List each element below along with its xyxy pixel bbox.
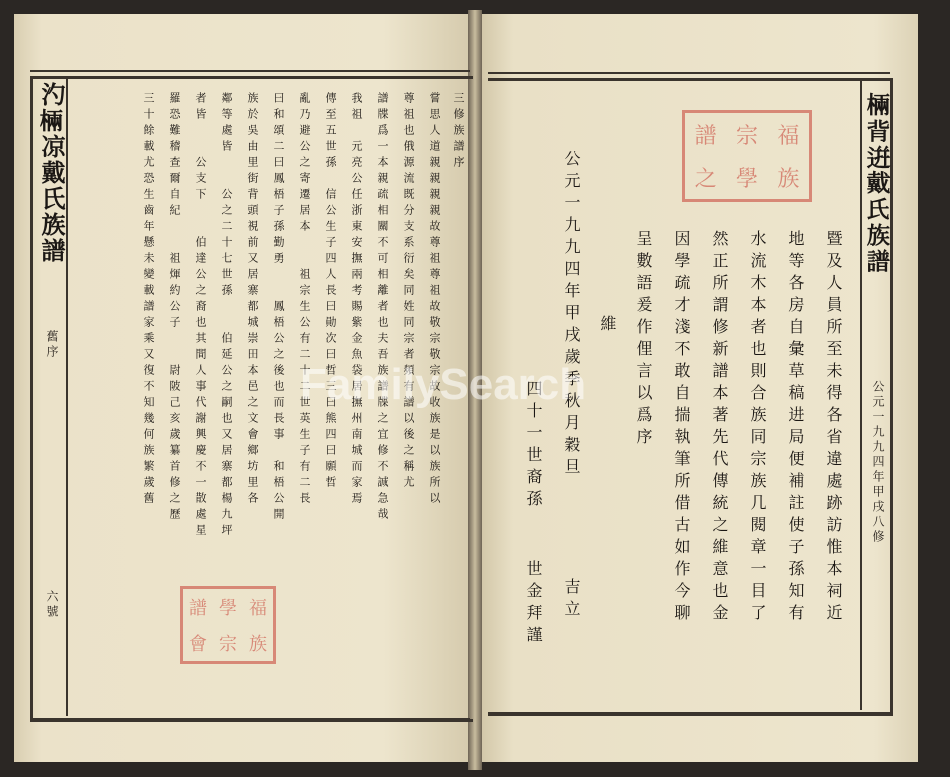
left-col-6: 傳至五世孫 信公生子四人長曰勛次曰哲三曰熊四曰願哲 xyxy=(324,92,337,492)
left-col-5: 我祖 元亮公任浙東安撫兩考賜紫金魚袋居撫州南城而家焉 xyxy=(350,92,363,508)
right-side-label: 公元一九九四年甲戌八修 xyxy=(871,380,885,545)
right-col-6: 呈數語爰作俚言以爲序 xyxy=(634,230,653,450)
left-col-1: 三修族譜序 xyxy=(452,92,465,172)
familysearch-watermark: FamilySearch xyxy=(300,360,587,409)
seal-char: 譜 xyxy=(189,598,207,619)
left-col-4: 譜牒爲一本親疏相關不可相離者也夫吾族譜牒之宜修不誠急哉 xyxy=(376,92,389,524)
library-seal-top xyxy=(682,110,812,202)
left-page-number: 六號 xyxy=(45,590,59,620)
left-col-10: 鄰等處皆 公之二十七世孫 伯延公之嗣也又居寨都楊九坪 xyxy=(220,92,233,540)
left-top-rule xyxy=(30,70,470,72)
right-generation: 四十一世裔孫 xyxy=(524,380,543,512)
right-col-3: 水流木本者也則合族同宗族几閱章一目了 xyxy=(748,230,767,626)
right-band-title: 𣓈背逬戴氏族譜 xyxy=(864,92,893,274)
right-auspicious: 吉立 xyxy=(562,578,581,622)
right-wei: 維 xyxy=(598,315,617,337)
left-col-3: 尊祖也俄源流既分支系衍矣同姓同宗者頻有譜以後之稱尤 xyxy=(402,92,415,492)
left-col-9: 族於吳由里街背頭視前又居寨都城崇田本邑之文會鄉坊里各 xyxy=(246,92,259,508)
left-col-2: 嘗思人道親親親親故尊祖尊祖故敬宗敬宗故收族是以族所以 xyxy=(428,92,441,508)
left-col-13: 三十餘載尤恐生齒年懸未變載譜家乘又復不知幾何族繁歲舊 xyxy=(142,92,155,508)
right-bottom-rule xyxy=(488,712,890,714)
right-col-1: 暨及人員所至未得各省違處跡訪惟本祠近 xyxy=(824,230,843,626)
right-top-rule xyxy=(488,72,890,74)
seal-char: 族 xyxy=(249,634,267,655)
seal-char: 之 xyxy=(694,167,717,192)
right-date-line: 公元一九九四年甲戌歲季秋月穀旦 xyxy=(562,150,581,480)
seal-char: 族 xyxy=(777,167,800,192)
left-col-7: 亂乃避公之寄遷居本 祖宗生公有二十二世英生子有二長 xyxy=(298,92,311,508)
left-col-11: 者皆 公支下 伯達公之裔也其間人事代謝興慶不一散處星 xyxy=(194,92,207,540)
seal-char: 宗 xyxy=(219,634,237,655)
left-col-12: 羅恐難稽查爾自紀 祖煇約公子 尉陂己亥歲纂首修之歷 xyxy=(168,92,181,524)
left-side-label: 舊序 xyxy=(45,330,59,360)
seal-char: 學 xyxy=(219,598,237,619)
right-col-2: 地等各房自彙草稿进局便補註使子孫知有 xyxy=(786,230,805,626)
library-seal-bottom xyxy=(180,586,276,664)
right-band-rule xyxy=(860,80,862,710)
left-bottom-rule xyxy=(30,718,470,720)
right-author: 世金拜謹 xyxy=(524,560,543,648)
seal-char: 福 xyxy=(249,598,267,619)
seal-char: 譜 xyxy=(694,124,717,149)
seal-char: 會 xyxy=(189,634,207,655)
left-band-title: 汋𣓈凉戴氏族譜 xyxy=(37,82,66,264)
left-col-8: 曰和頌二曰鳳梧子孫勤勇 鳳梧公之後也而長事 和梧公開 xyxy=(272,92,285,524)
seal-char: 宗 xyxy=(735,124,758,149)
right-col-4: 然正所謂修新譜本著先代傳統之維意也金 xyxy=(710,230,729,626)
seal-char: 福 xyxy=(777,124,800,149)
seal-char: 學 xyxy=(735,167,758,192)
right-col-5: 因學疏才淺不敢自揣執筆所借古如作今聊 xyxy=(672,230,691,626)
